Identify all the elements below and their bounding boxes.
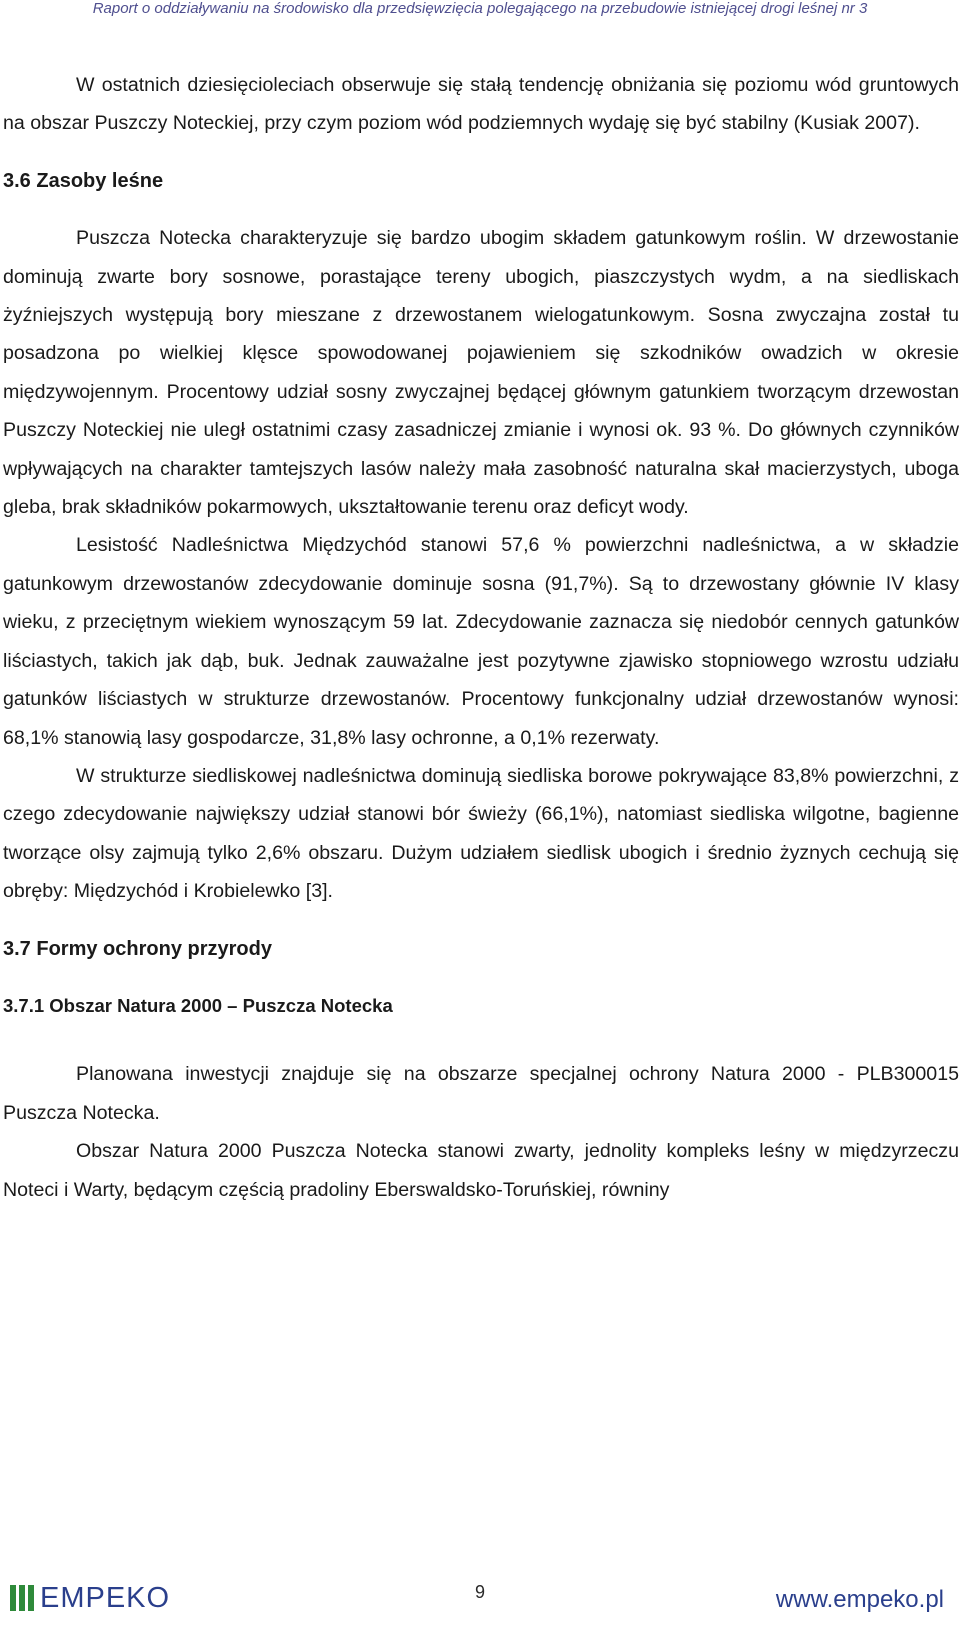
paragraph-groundwater: W ostatnich dziesięcioleciach obserwuje się stałą tendencję obniżania się poziomu wód gruntowych na obszar Puszczy Noteckiej, przy czym poziom wód podziemnych wydaję się być stabilny (Kusiak 2007). <box>3 74 959 135</box>
website-link[interactable]: www.empeko.pl <box>775 1586 944 1613</box>
page-number: 9 <box>474 1582 485 1602</box>
running-header: Raport o oddziaływaniu na środowisko dla przedsięwzięcia polegającego na przebudowie istniejącej drogi leśnej nr 3 <box>92 0 868 17</box>
section-heading-3-7-1: 3.7.1 Obszar Natura 2000 – Puszcza Notecka <box>3 994 393 1016</box>
section-heading-3-7: 3.7 Formy ochrony przyrody <box>3 937 272 960</box>
paragraph-habitat-structure: W strukturze siedliskowej nadleśnictwa dominują siedliska borowe pokrywające 83,8% powierzchni, z czego zdecydowanie największy udział stanowi bór świeży (66,1%), natomiast siedliska wilgotne, bagienne tworzące olsy zajmują tylko 2,6% obszaru. Dużym udziałem siedlisk ubogich i średnio żyznych cechują się obręby: Międzychód i Krobielewko [3]. <box>3 764 959 903</box>
section-heading-3-6: 3.6 Zasoby leśne <box>3 169 164 192</box>
logo-text: EMPEKO <box>40 1582 171 1614</box>
page-footer <box>0 1578 960 1624</box>
paragraph-forest-cover: Lesistość Nadleśnictwa Międzychód stanowi 57,6 % powierzchni nadleśnictwa, a w składzie gatunkowym drzewostanów zdecydowanie dominuje sosna (91,7%). Są to drzewostany głównie IV klasy wieku, z przeciętnym wiekiem wynoszącym 59 lat. Zdecydowanie zaznacza się niedobór cennych gatunków liściastych, takich jak dąb, buk. Jednak zauważalne jest pozytywne zjawisko stopniowego wzrostu udziału gatunków liściastych w strukturze drzewostanów. Procentowy funkcjonalny udział drzewostanów wynosi: 68,1% stanowią lasy gospodarcze, 31,8% lasy ochronne, a 0,1% rezerwaty. <box>3 534 959 749</box>
paragraph-natura-description: Obszar Natura 2000 Puszcza Notecka stanowi zwarty, jednolity kompleks leśny w międzyrzeczu Noteci i Warty, będącym częścią pradoliny Eberswaldsko-Toruńskiej, równiny <box>3 1140 959 1201</box>
paragraph-natura-investment: Planowana inwestycji znajduje się na obszarze specjalnej ochrony Natura 2000 - PLB300015 Puszcza Notecka. <box>3 1063 959 1124</box>
paragraph-forest-composition: Puszcza Notecka charakteryzuje się bardzo ubogim składem gatunkowym roślin. W drzewostanie dominują zwarte bory sosnowe, porastające tereny ubogich, piaszczystych wydm, a na siedliskach żyźniejszych występują bory mieszane z drzewostanem wielogatunkowym. Sosna zwyczajna został tu posadzona po wielkiej klęsce spowodowanej pojawieniem się szkodników owadzich w okresie międzywojennym. Procentowy udział sosny zwyczajnej będącej głównym gatunkiem tworzącym drzewostan Puszczy Noteckiej nie uległ ostatnimi czasy zasadniczej zmianie i wynosi ok. 93 %. Do głównych czynników wpływających na charakter tamtejszych lasów należy mała zasobność naturalna skał macierzystych, uboga gleba, brak składników pokarmowych, ukształtowanie terenu oraz deficyt wody. <box>3 227 959 519</box>
document-body <box>3 66 959 1209</box>
